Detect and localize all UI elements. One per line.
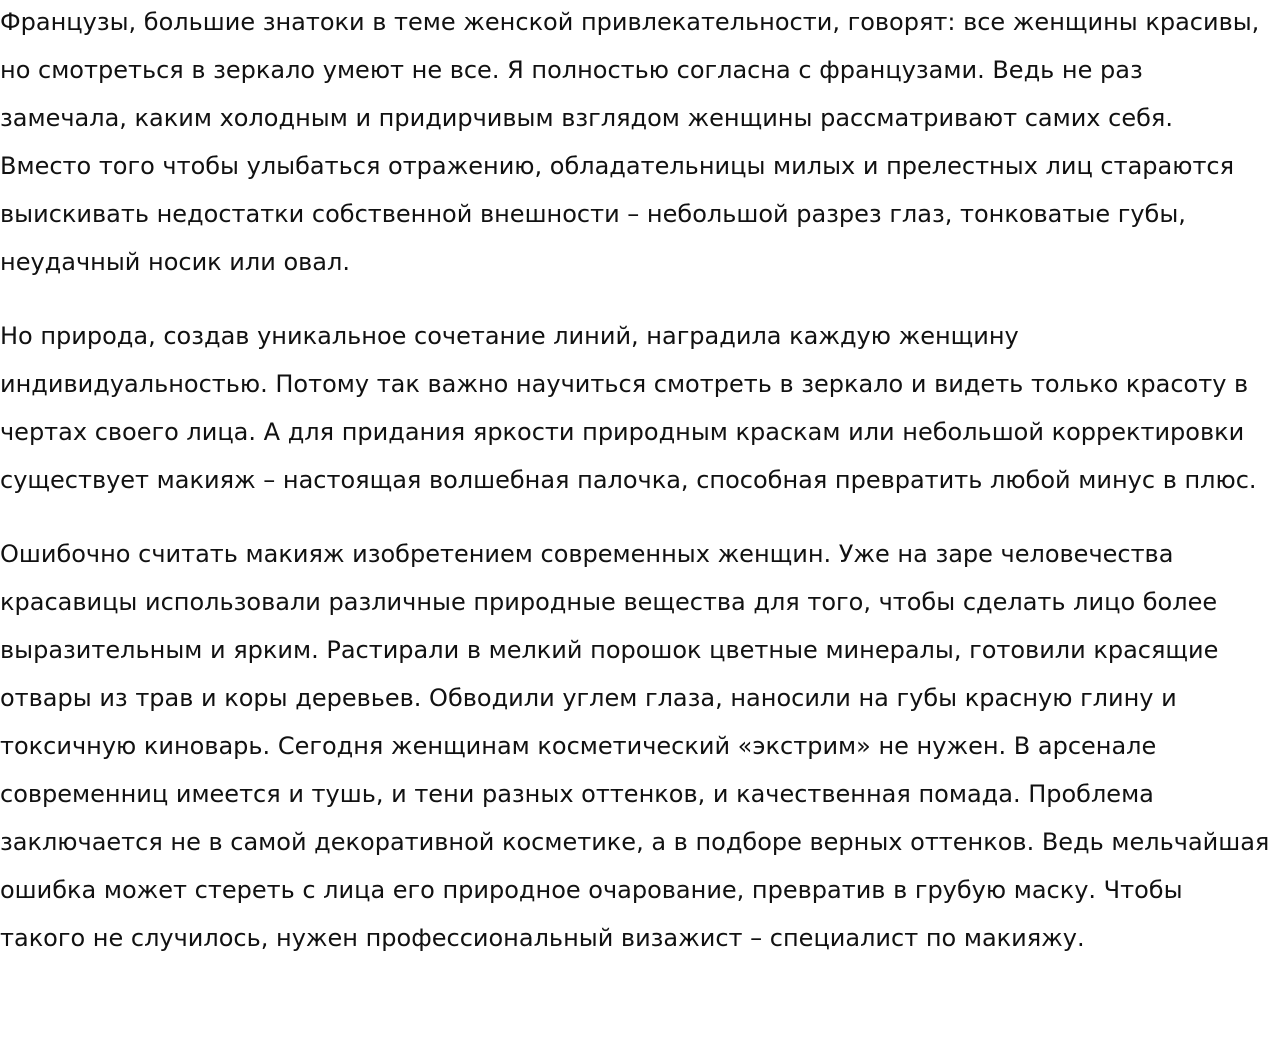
paragraph-nature: Но природа, создав уникальное сочетание линий, наградила каждую женщину индивидуальностью. Потому так важно научиться смотреть в зеркало и видеть только красоту в чертах своего лица. А для придания яркости природным краскам или небольшой корректировки существует макияж – настоящая волшебная палочка, способная превратить любой минус в плюс. xyxy=(0,322,1257,494)
paragraph-history: Ошибочно считать макияж изобретением современных женщин. Уже на заре человечества красавицы использовали различные природные вещества для того, чтобы сделать лицо более выразительным и ярким. Растирали в мелкий порошок цветные минералы, готовили красящие отвары из трав и коры деревьев. Обводили углем глаза, наносили на губы красную глину и токсичную киноварь. Сегодня женщинам косметический «экстрим» не нужен. В арсенале современниц имеется и тушь, и тени разных оттенков, и качественная помада. Проблема заключается не в самой декоративной косметике, а в подборе верных оттенков. Ведь мельчайшая ошибка может стереть с лица его природное очарование, превратив в грубую маску. Чтобы такого не случилось, нужен профессиональный визажист – специалист по макияжу. xyxy=(0,540,1270,952)
paragraph-intro: Французы, большие знатоки в теме женской привлекательности, говорят: все женщины красивы, но смотреться в зеркало умеют не все. Я полностью согласна с французами. Ведь не раз замечала, каким холодным и придирчивым взглядом женщины рассматривают самих себя. Вместо того чтобы улыбаться отражению, обладательницы милых и прелестных лиц стараются выискивать недостатки собственной внешности – небольшой разрез глаз, тонковатые губы, неудачный носик или овал. xyxy=(0,8,1260,276)
